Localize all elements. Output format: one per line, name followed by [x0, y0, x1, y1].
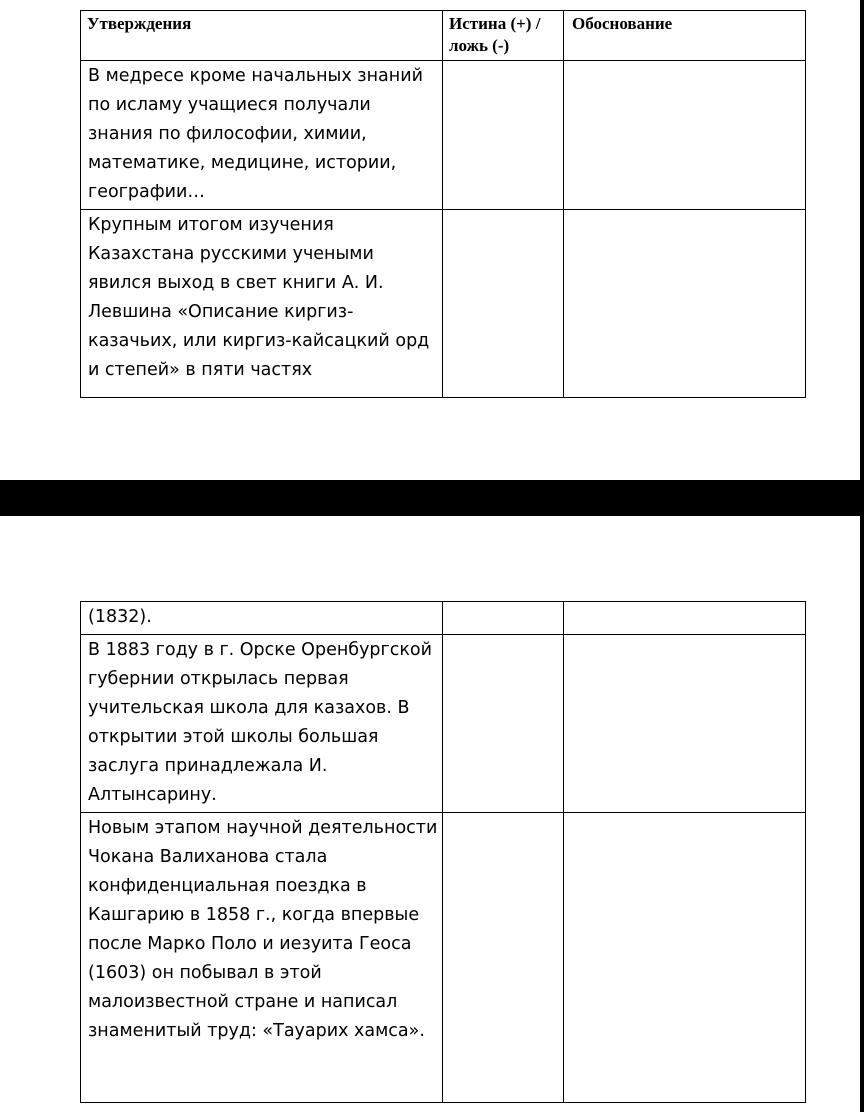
truth-cell[interactable] [443, 210, 564, 398]
justification-cell[interactable] [564, 813, 806, 1103]
statements-table-part2 [80, 601, 806, 1103]
truth-cell[interactable] [443, 635, 564, 813]
truth-cell[interactable] [443, 602, 564, 635]
justification-cell[interactable] [564, 61, 806, 210]
statements-table-part1 [80, 10, 806, 398]
justification-cell[interactable] [564, 602, 806, 635]
header-truth-false: Истина (+) / ложь (-) [443, 11, 564, 61]
document-page-top [0, 0, 864, 480]
truth-cell[interactable] [443, 61, 564, 210]
header-statements: Утверждения [81, 11, 443, 61]
right-edge-bar [860, 0, 864, 1112]
table-row [81, 210, 806, 398]
statement-cell: Крупным итогом изучения Казахстана русскими учеными явился выход в свет книги А. И. Левшина «Описание киргиз-казачьих, или киргиз-кайсацкий орд и степей» в пяти частях [81, 210, 443, 398]
justification-cell[interactable] [564, 210, 806, 398]
statement-cell: Новым этапом научной деятельности Чокана Валиханова стала конфиденциальная поездка в Кашгарию в 1858 г., когда впервые после Марко Поло и иезуита Геоса (1603) он побывал в этой малоизвестной стране и написал знаменитый труд: «Тауарих хамса». [81, 813, 443, 1103]
table-header-row [81, 11, 806, 61]
table-row [81, 61, 806, 210]
statement-cell: В 1883 году в г. Орске Оренбургской губернии открылась первая учительская школа для казахов. В открытии этой школы большая заслуга принадлежала И. Алтынсарину. [81, 635, 443, 813]
table-row [81, 635, 806, 813]
table-row [81, 813, 806, 1103]
document-page-bottom [0, 516, 864, 1112]
statement-cell: (1832). [81, 602, 443, 635]
truth-cell[interactable] [443, 813, 564, 1103]
statement-cell: В медресе кроме начальных знаний по исламу учащиеся получали знания по философии, химии, математике, медицине, истории, географии… [81, 61, 443, 210]
justification-cell[interactable] [564, 635, 806, 813]
table-row [81, 602, 806, 635]
header-justification: Обоснование [564, 11, 806, 61]
page-break-bar [0, 480, 864, 516]
